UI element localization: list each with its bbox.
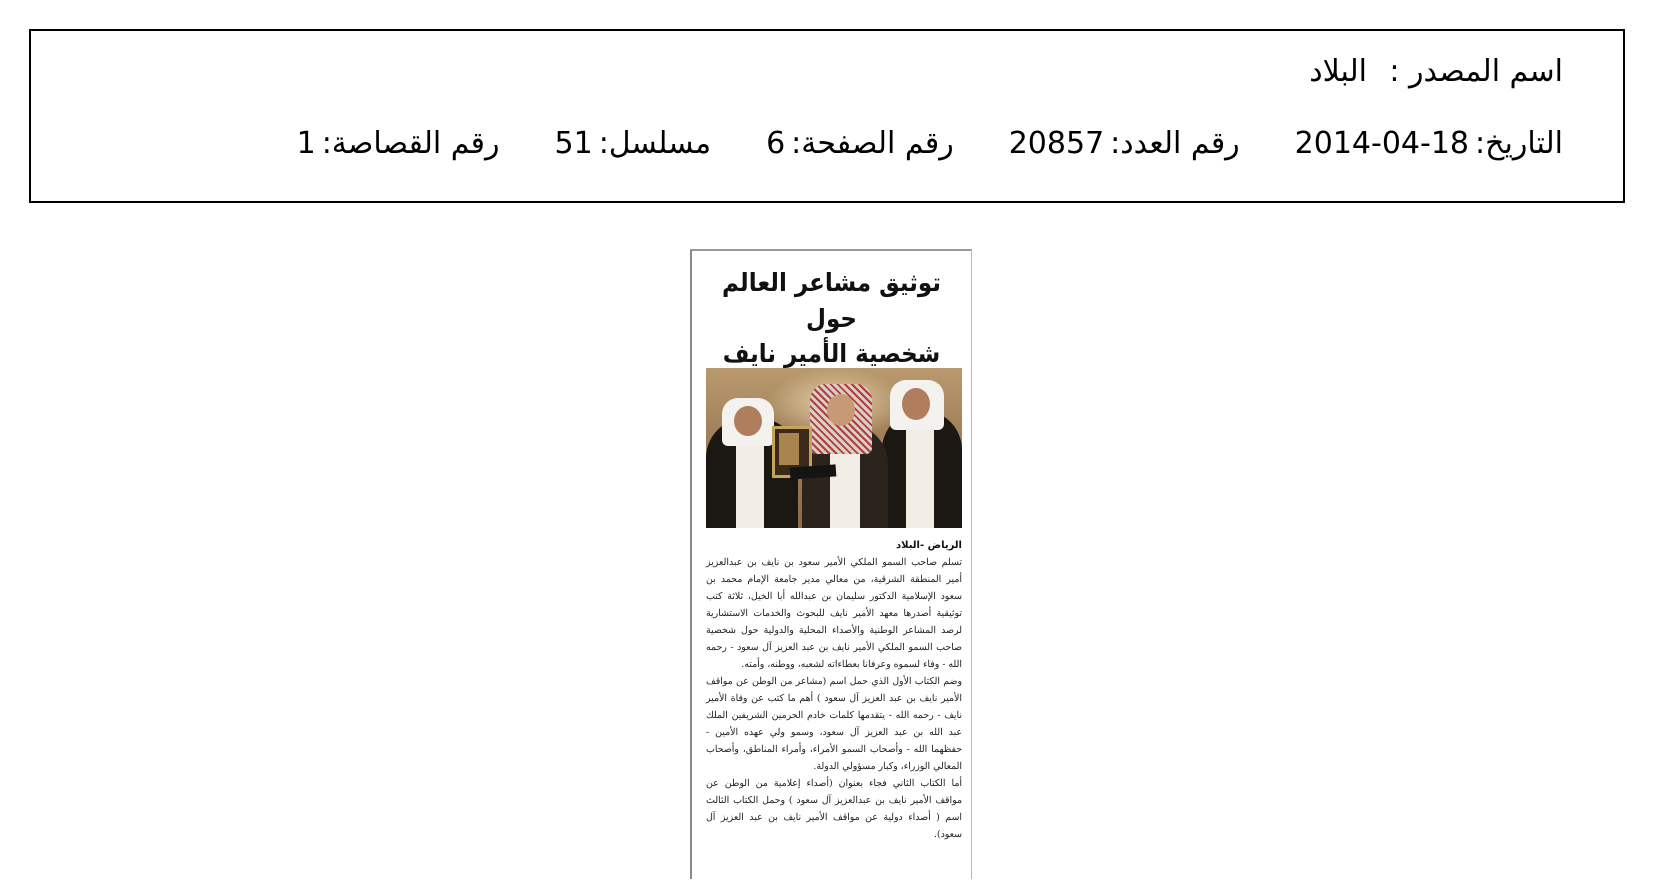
photo-person-left-face <box>734 406 762 436</box>
headline-line-2: شخصية الأمير نايف <box>722 339 941 368</box>
article-paragraph-3: أما الكتاب الثاني فجاء بعنوان (أصداء إعلامية من الوطن عن مواقف الأمير نايف بن عبدالعزيز آل سعود ) وحمل الكتاب الثالث اسم ( أصداء دولية عن مواقف الأمير نايف بن عبد العزيز آل سعود). <box>706 778 962 840</box>
date-field <box>1294 126 1563 161</box>
photo-plaque-inner <box>779 433 799 465</box>
article-paragraph-1: تسلم صاحب السمو الملكي الأمير سعود بن نايف بن عبدالعزيز أمير المنطقة الشرقية، من معالي مدير جامعة الإمام محمد بن سعود الإسلامية الدكتور سليمان بن عبدالله أبا الخيل، ثلاثة كتب توثيقية أصدرها معهد الأمير نايف للبحوث والخدمات الاستشارية لرصد المشاعر الوطنية والأصداء المحلية والدولية حول شخصية صاحب السمو الملكي الأمير نايف بن عبد العزيز آل سعود - رحمه الله - وفاء لسموه وعرفانا بعطاءاته لشعبه، ووطنه، وأمته. <box>706 557 962 670</box>
issue-value: 20857 <box>1008 126 1105 161</box>
issue-label: رقم العدد: <box>1110 126 1240 161</box>
photo-person-middle-face <box>827 394 855 426</box>
page-field <box>766 126 954 161</box>
date-value: 2014-04-18 <box>1294 126 1470 161</box>
article-body <box>706 537 962 843</box>
clip-value: 1 <box>296 126 316 161</box>
page-label: رقم الصفحة: <box>791 126 954 161</box>
photo-person-right-thobe <box>906 428 934 528</box>
clipping-info-box <box>29 29 1625 203</box>
serial-field <box>554 126 712 161</box>
headline-line-1: توثيق مشاعر العالم حول <box>722 268 941 333</box>
source-label: اسم المصدر : <box>1389 54 1563 89</box>
serial-value: 51 <box>554 126 593 161</box>
source-row <box>1309 54 1563 89</box>
newspaper-clipping <box>690 249 972 879</box>
article-dateline: الرياض -البلاد <box>896 540 962 551</box>
clip-field <box>296 126 500 161</box>
page-value: 6 <box>766 126 786 161</box>
serial-label: مسلسل: <box>598 126 712 161</box>
source-value: البلاد <box>1309 54 1367 89</box>
date-label: التاريخ: <box>1475 126 1563 161</box>
photo-person-left-thobe <box>736 432 764 528</box>
photo-person-right-face <box>902 388 930 420</box>
article-paragraph-2: وضم الكتاب الأول الذي حمل اسم (مشاعر من الوطن عن مواقف الأمير نايف بن عبد العزيز آل سعود ) أهم ما كتب عن وفاة الأمير نايف - رحمه الله - يتقدمها كلمات خادم الحرمين الشريفين الملك عبد الله بن عبد العزيز آل سعود، وسمو ولي عهده الأمين - حفظهما الله - وأصحاب السمو الأمراء، وأمراء المناطق، وأصحاب المعالي الوزراء، وكبار مسؤولي الدولة. <box>706 676 962 772</box>
clip-label: رقم القصاصة: <box>321 126 500 161</box>
meta-row <box>296 126 1563 161</box>
issue-field <box>1008 126 1240 161</box>
article-photo <box>706 368 962 528</box>
article-headline <box>712 265 950 372</box>
